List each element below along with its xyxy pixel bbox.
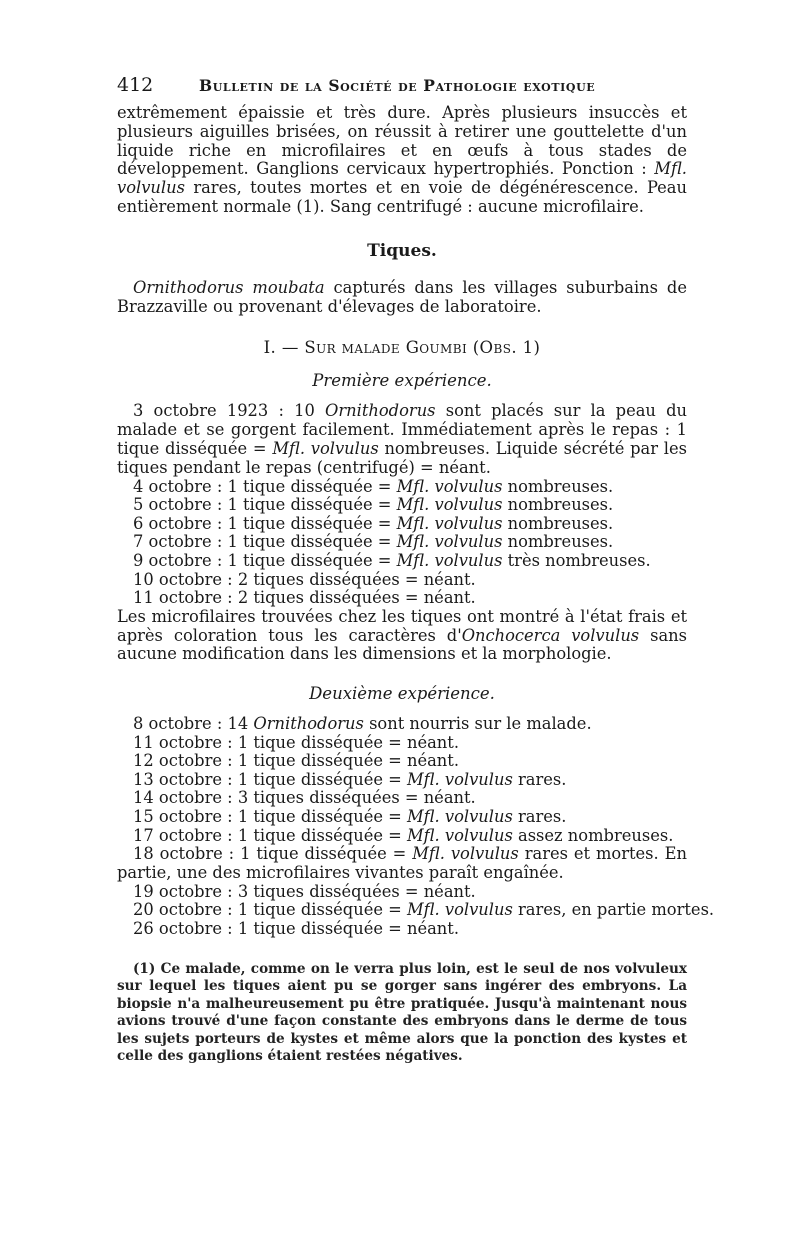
tiques-species: Ornithodorus moubata: [133, 277, 325, 297]
entry-text: 14 octobre : 3 tiques disséquées = néant.: [133, 788, 476, 808]
tiques-text: capturés dans les villages suburbains de Brazzaville ou provenant d'élevages de laboratoire.: [117, 277, 687, 316]
intro-text-1: extrêmement épaissie et très dure. Après plusieurs insuccès et plusieurs aiguilles brisées, on réussit à retirer une gouttelette d'un liquide riche en microfilaires et en œufs à tous stades de développement. Ganglions cervicaux hypertrophiés. Ponction :: [117, 103, 687, 179]
exp2-entry: [117, 771, 687, 790]
exp2-entry-oct18: [117, 845, 687, 883]
exp2-entry: [117, 734, 687, 753]
intro-text-2: rares, toutes mortes et en voie de dégénérescence. Peau entièrement normale (1). Sang centrifugé : aucune microfilaire.: [117, 178, 687, 216]
entry-italic: Ornithodorus: [253, 714, 364, 734]
entry-text: 6 octobre : 1 tique disséquée =: [133, 513, 397, 533]
page-number: 412: [117, 74, 154, 96]
entry-text: 20 octobre : 1 tique disséquée =: [133, 900, 407, 920]
exp1-p1-italic-2: Mfl. volvulus: [272, 438, 379, 458]
tiques-paragraph: [117, 279, 687, 317]
entry-italic: Mfl. volvulus: [396, 495, 503, 515]
entry-tail: assez nombreuses.: [512, 825, 674, 845]
conclusion-italic: Onchocerca volvulus: [461, 625, 640, 645]
exp2-entry: [117, 827, 687, 846]
page: [117, 74, 715, 1079]
subsection-title: [117, 338, 687, 357]
exp1-entry: [117, 515, 687, 534]
exp2-entry: [117, 789, 687, 808]
entry-tail: nombreuses.: [502, 513, 614, 533]
entry-text: 4 octobre : 1 tique disséquée =: [133, 476, 397, 496]
entry-tail: très nombreuses.: [502, 550, 651, 570]
entry-italic: Mfl. volvulus: [396, 550, 503, 570]
exp2-title: Deuxième expérience.: [309, 684, 495, 704]
entry-tail: rares et mortes. En partie, une des microfilaires vivantes paraît engaînée.: [117, 844, 688, 883]
entry-text: 5 octobre : 1 tique disséquée =: [133, 495, 397, 515]
exp2-entry: [117, 715, 687, 734]
exp1-p1-text-3: nombreuses. Liquide sécrété par les tiques pendant le repas (centrifugé) = néant.: [117, 438, 687, 477]
entry-text: 12 octobre : 1 tique disséquée = néant.: [133, 751, 460, 771]
entry-tail: nombreuses.: [502, 495, 614, 515]
entry-italic: Mfl. volvulus: [396, 513, 503, 533]
entry-tail: rares.: [512, 807, 567, 827]
running-title: Bulletin de la Société de Pathologie exotique: [199, 76, 596, 95]
entry-italic: Mfl. volvulus: [396, 532, 503, 552]
entry-text: 7 octobre : 1 tique disséquée =: [133, 532, 397, 552]
entry-text: 18 octobre : 1 tique disséquée =: [133, 844, 413, 864]
entry-tail: nombreuses.: [502, 476, 614, 496]
entry-italic: Mfl. volvulus: [406, 825, 513, 845]
entry-text: 9 octobre : 1 tique disséquée =: [133, 550, 397, 570]
entry-text: 10 octobre : 2 tiques disséquées = néant.: [133, 569, 476, 589]
exp2-entry: [117, 920, 687, 939]
conclusion-text-2: sans aucune modification dans les dimensions et la morphologie.: [117, 625, 688, 664]
entry-text: 15 octobre : 1 tique disséquée =: [133, 807, 407, 827]
entry-text: 11 octobre : 2 tiques disséquées = néant.: [133, 588, 476, 608]
exp2-entry: [117, 752, 687, 771]
entry-tail: sont nourris sur le malade.: [363, 714, 592, 734]
exp1-entries: [117, 478, 687, 608]
section-title: Tiques.: [367, 240, 437, 261]
running-header: [117, 74, 687, 104]
footnote: (1) Ce malade, comme on le verra plus loin, est le seul de nos volvuleux sur lequel les tiques aient pu se gorger sans ingérer des embryons. La biopsie n'a malheureusement pu être pratiquée. Jusqu'à maintenant nous avions trouvé d'une façon constante des embryons dans le derme de tous les sujets porteurs de kystes et même alors que la ponction des kystes et celle des ganglions étaient restées négatives.: [117, 960, 687, 1065]
exp2-entries: [117, 714, 715, 939]
entry-tail: rares, en partie mortes.: [512, 900, 715, 920]
conclusion-text-1: Les microfilaires trouvées chez les tiques ont montré à l'état frais et après coloration tous les caractères d': [117, 606, 687, 645]
entry-tail: nombreuses.: [502, 532, 614, 552]
entry-text: 17 octobre : 1 tique disséquée =: [133, 825, 407, 845]
exp1-entry: [117, 589, 687, 608]
exp1-p1-text-2: sont placés sur la peau du malade et se gorgent facilement. Immédiatement après le repas : 1 tique disséquée =: [117, 401, 687, 458]
exp2-entry: [117, 808, 687, 827]
subsection-label: Sur malade Goumbi (Obs. 1): [304, 338, 541, 358]
subsection-prefix: I. —: [263, 338, 305, 358]
entry-text: 19 octobre : 3 tiques disséquées = néant.: [133, 881, 476, 901]
entry-italic: Mfl. volvulus: [396, 476, 503, 496]
exp2-entry: [117, 883, 687, 902]
entry-text: 11 octobre : 1 tique disséquée = néant.: [133, 732, 460, 752]
exp1-conclusion: [117, 608, 687, 664]
entry-tail: rares.: [512, 769, 567, 789]
entry-text: 8 octobre : 14: [133, 714, 254, 734]
entry-italic: Mfl. volvulus: [406, 807, 513, 827]
intro-paragraph: [117, 104, 687, 217]
entry-italic: Mfl. volvulus: [406, 769, 513, 789]
exp1-entry: [117, 496, 687, 515]
exp1-entry: [117, 533, 687, 552]
exp1-entry: [117, 571, 687, 590]
exp1-p1-italic-1: Ornithodorus: [325, 401, 436, 421]
exp1-first-entry: [117, 402, 687, 477]
entry-text: 26 octobre : 1 tique disséquée = néant.: [133, 919, 460, 939]
entry-text: 13 octobre : 1 tique disséquée =: [133, 769, 407, 789]
exp1-title: Première expérience.: [312, 371, 492, 391]
exp1-entry: [117, 552, 687, 571]
intro-italic-1: Mfl. volvulus: [117, 159, 687, 198]
exp2-entry: [117, 900, 715, 920]
exp1-p1-text-1: 3 octobre 1923 : 10: [133, 401, 326, 421]
entry-italic: Mfl. volvulus: [412, 844, 519, 864]
exp1-entry: [117, 478, 687, 497]
entry-italic: Mfl. volvulus: [406, 900, 513, 920]
